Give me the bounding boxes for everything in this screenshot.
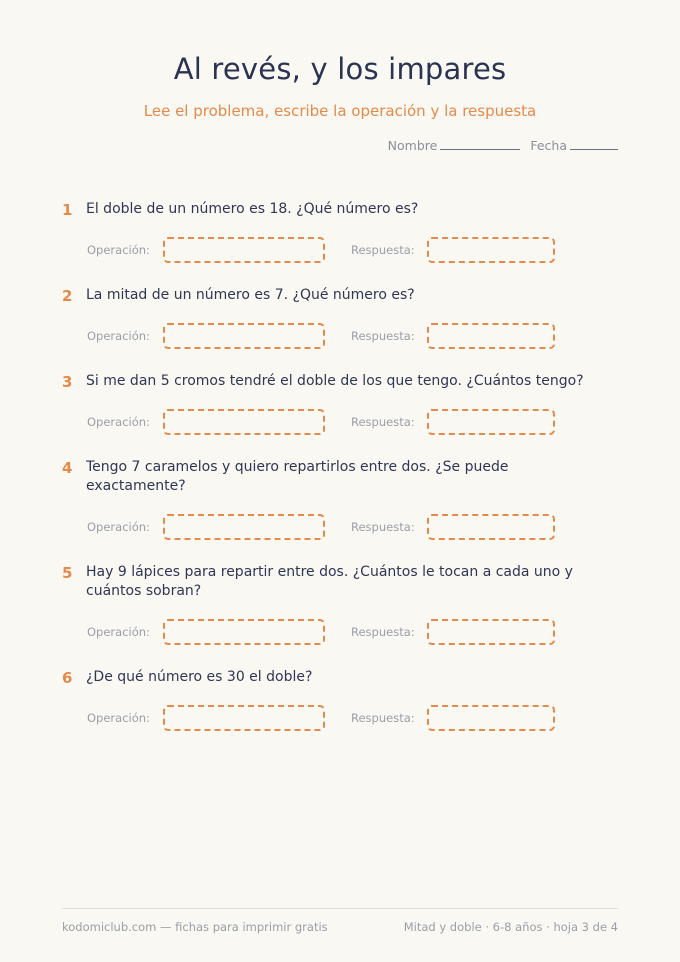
problem-text: Hay 9 lápices para repartir entre dos. ¿Cuántos le tocan a cada uno y cuántos sobran? [86, 564, 573, 599]
problem-text: El doble de un número es 18. ¿Qué número es? [86, 201, 419, 217]
problem-text: Tengo 7 caramelos y quiero repartirlos entre dos. ¿Se puede exactamente? [86, 459, 509, 494]
operation-label: Operación: [87, 625, 150, 639]
answer-row [87, 514, 555, 540]
answer-row [87, 619, 555, 645]
problem-3 [62, 372, 618, 429]
answer-box[interactable] [427, 619, 555, 645]
date-label: Fecha [530, 138, 567, 153]
footer-divider [62, 908, 618, 909]
answer-row [87, 409, 555, 435]
answer-label: Respuesta: [351, 243, 415, 257]
answer-box[interactable] [427, 705, 555, 731]
operation-box[interactable] [163, 705, 325, 731]
answer-label: Respuesta: [351, 415, 415, 429]
footer-site: kodomiclub.com — fichas para imprimir gratis [62, 920, 328, 934]
operation-box[interactable] [163, 409, 325, 435]
problem-number: 6 [62, 669, 73, 687]
student-meta [388, 138, 618, 153]
answer-label: Respuesta: [351, 520, 415, 534]
page-title: Al revés, y los impares [173, 52, 507, 86]
problem-number: 1 [62, 201, 73, 219]
problem-6 [62, 668, 618, 725]
problem-text: ¿De qué número es 30 el doble? [86, 669, 313, 685]
operation-label: Operación: [87, 711, 150, 725]
operation-box[interactable] [163, 619, 325, 645]
answer-label: Respuesta: [351, 329, 415, 343]
date-line[interactable] [570, 139, 618, 150]
answer-label: Respuesta: [351, 625, 415, 639]
footer-sheet-info: Mitad y doble · 6-8 años · hoja 3 de 4 [403, 920, 618, 934]
operation-label: Operación: [87, 329, 150, 343]
name-field [388, 138, 521, 153]
name-label: Nombre [387, 138, 438, 153]
page-subtitle: Lee el problema, escribe la operación y la respuesta [143, 102, 537, 120]
problem-number: 4 [62, 459, 73, 477]
problem-number: 5 [62, 564, 73, 582]
operation-label: Operación: [87, 415, 150, 429]
problem-1 [62, 200, 618, 257]
problem-5 [62, 563, 618, 639]
operation-label: Operación: [87, 243, 150, 257]
answer-box[interactable] [427, 237, 555, 263]
problem-2 [62, 286, 618, 343]
operation-box[interactable] [163, 323, 325, 349]
problem-4 [62, 458, 618, 534]
problem-number: 2 [62, 287, 73, 305]
answer-box[interactable] [427, 409, 555, 435]
problem-text: Si me dan 5 cromos tendré el doble de los que tengo. ¿Cuántos tengo? [86, 373, 584, 389]
operation-box[interactable] [163, 514, 325, 540]
answer-label: Respuesta: [351, 711, 415, 725]
answer-row [87, 705, 555, 731]
problem-number: 3 [62, 373, 73, 391]
answer-row [87, 237, 555, 263]
name-line[interactable] [440, 139, 520, 150]
problem-text: La mitad de un número es 7. ¿Qué número es? [86, 287, 415, 303]
answer-row [87, 323, 555, 349]
operation-label: Operación: [87, 520, 150, 534]
answer-box[interactable] [427, 323, 555, 349]
date-field [530, 138, 618, 153]
answer-box[interactable] [427, 514, 555, 540]
operation-box[interactable] [163, 237, 325, 263]
